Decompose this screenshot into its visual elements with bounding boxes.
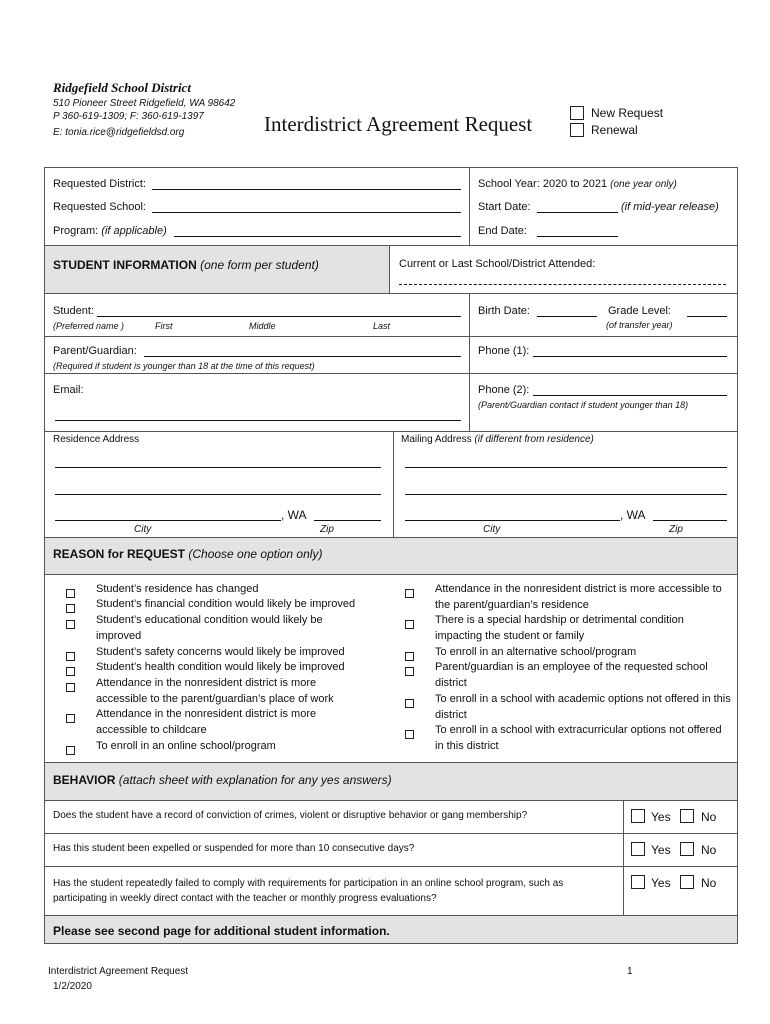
mailing-city-field[interactable] — [405, 520, 620, 521]
reason-left-item: Student’s educational condition would likely be improved — [96, 614, 323, 642]
reason-left-item: Attendance in the nonresident district is more accessible to childcare — [96, 708, 317, 736]
phone2-label: Phone (2): — [478, 384, 530, 396]
requested-school-label: Requested School: — [53, 201, 146, 213]
email-label: Email: — [53, 384, 84, 396]
new-request-label: New Request — [591, 106, 664, 120]
behavior-question-3: Has the student repeatedly failed to comply with requirements for participation in an online school program, such as participating in weekly direct contact with the teacher or monthly progress evaluations? — [53, 878, 564, 904]
reason-left-checkbox[interactable] — [66, 710, 75, 728]
question-2-yes-checkbox[interactable] — [631, 842, 645, 856]
reason-left-item: To enroll in an online school/program — [96, 740, 276, 752]
start-date-note: (if mid-year release) — [621, 201, 719, 213]
phone1-label: Phone (1): — [478, 345, 530, 357]
school-year-label: School Year: 2020 to 2021 (one year only) — [478, 178, 677, 190]
birth-date-field[interactable] — [537, 316, 597, 317]
question-3-yes-checkbox[interactable] — [631, 875, 645, 889]
footer-title: Interdistrict Agreement Request — [48, 966, 189, 977]
parent-label: Parent/Guardian: — [53, 345, 137, 357]
question-2-no-checkbox[interactable] — [680, 842, 694, 856]
end-date-label: End Date: — [478, 225, 527, 237]
question-1-no-label: No — [701, 810, 717, 824]
phone2-field[interactable] — [533, 395, 727, 396]
end-date-field[interactable] — [537, 236, 618, 237]
new-request-checkbox[interactable] — [570, 106, 584, 120]
program-field[interactable] — [174, 236, 461, 237]
phone1-field[interactable] — [533, 356, 727, 357]
mailing-address-label: Mailing Address (if different from residence) — [401, 434, 594, 445]
parent-field[interactable] — [144, 356, 461, 357]
question-3-no-label: No — [701, 876, 717, 890]
mailing-line-1[interactable] — [405, 467, 727, 468]
reason-right-item: To enroll in a school with academic options not offered in this district — [435, 693, 731, 721]
second-page-note: Please see second page for additional student information. — [53, 924, 390, 938]
parent-note: (Required if student is younger than 18 at the time of this request) — [53, 361, 315, 371]
reason-right-checkbox[interactable] — [405, 663, 414, 681]
behavior-question-1: Does the student have a record of conviction of crimes, violent or disruptive behavior or gang membership? — [53, 810, 528, 821]
residence-line-1[interactable] — [55, 467, 381, 468]
email-field[interactable] — [55, 420, 461, 421]
residence-address-label: Residence Address — [53, 434, 140, 445]
question-2-yes-label: Yes — [651, 843, 671, 857]
reason-left-item: Student’s safety concerns would likely be improved — [96, 646, 345, 658]
reason-right-checkbox[interactable] — [405, 585, 414, 603]
start-date-field[interactable] — [537, 212, 618, 213]
birth-date-label: Birth Date: — [478, 305, 530, 317]
student-info-heading: STUDENT INFORMATION (one form per student) — [53, 258, 319, 272]
student-label: Student: — [53, 305, 94, 317]
residence-zip-field[interactable] — [314, 520, 381, 521]
district-address: 510 Pioneer Street Ridgefield, WA 98642 — [53, 98, 236, 109]
reason-left-item: Student’s health condition would likely be improved — [96, 661, 345, 673]
mailing-zip-caption: Zip — [669, 524, 683, 535]
question-1-no-checkbox[interactable] — [680, 809, 694, 823]
current-school-label: Current or Last School/District Attended: — [399, 258, 596, 270]
residence-wa: , WA — [281, 508, 307, 522]
residence-line-2[interactable] — [55, 494, 381, 495]
reason-left-checkbox[interactable] — [66, 616, 75, 634]
student-name-field[interactable] — [97, 316, 461, 317]
start-date-label: Start Date: — [478, 201, 531, 213]
form-title: Interdistrict Agreement Request — [264, 112, 533, 136]
district-name: Ridgefield School District — [53, 80, 191, 95]
requested-district-field[interactable] — [152, 189, 461, 190]
question-1-yes-checkbox[interactable] — [631, 809, 645, 823]
requested-school-field[interactable] — [152, 212, 461, 213]
reason-left-item: Student’s residence has changed — [96, 583, 259, 595]
reason-left-item: Attendance in the nonresident district is more accessible to the parent/guardian’s place of work — [96, 677, 334, 705]
residence-city-field[interactable] — [55, 520, 281, 521]
renewal-label: Renewal — [591, 123, 638, 137]
behavior-heading: BEHAVIOR (attach sheet with explanation for any yes answers) — [53, 773, 392, 787]
reason-right-checkbox[interactable] — [405, 726, 414, 744]
current-school-field[interactable] — [399, 284, 726, 285]
grade-level-label: Grade Level: — [608, 305, 671, 317]
reason-left-item: Student’s financial condition would likely be improved — [96, 598, 356, 610]
behavior-question-2: Has this student been expelled or suspended for more than 10 consecutive days? — [53, 843, 415, 854]
grade-level-note: (of transfer year) — [606, 320, 673, 330]
middle-name-caption: Middle — [249, 321, 276, 331]
requested-district-label: Requested District: — [53, 178, 146, 190]
residence-zip-caption: Zip — [320, 524, 334, 535]
footer-date: 1/2/2020 — [53, 981, 92, 992]
reason-right-item: To enroll in an alternative school/program — [435, 646, 637, 658]
question-2-no-label: No — [701, 843, 717, 857]
first-name-caption: First — [155, 321, 173, 331]
reason-right-item: Attendance in the nonresident district is more accessible to the parent/guardian’s residence — [435, 583, 722, 611]
program-label: Program: (if applicable) — [53, 225, 167, 237]
last-name-caption: Last — [373, 321, 391, 331]
page-number: 1 — [627, 966, 633, 977]
reason-right-item: To enroll in a school with extracurricular options not offered in this district — [435, 724, 722, 752]
reason-heading: REASON for REQUEST (Choose one option only) — [53, 547, 323, 561]
phone2-note: (Parent/Guardian contact if student younger than 18) — [478, 400, 689, 410]
question-3-yes-label: Yes — [651, 876, 671, 890]
mailing-city-caption: City — [483, 524, 501, 535]
grade-level-field[interactable] — [687, 316, 727, 317]
reason-right-item: There is a special hardship or detrimental condition impacting the student or family — [435, 614, 684, 642]
reason-right-checkbox[interactable] — [405, 695, 414, 713]
residence-city-caption: City — [134, 524, 152, 535]
mailing-wa: , WA — [620, 508, 646, 522]
district-email: E: tonia.rice@ridgefieldsd.org — [53, 127, 185, 138]
reason-left-checkbox[interactable] — [66, 679, 75, 697]
renewal-checkbox[interactable] — [570, 123, 584, 137]
reason-left-checkbox[interactable] — [66, 742, 75, 760]
preferred-name-caption: (Preferred name ) — [53, 321, 125, 331]
reason-right-item: Parent/guardian is an employee of the requested school district — [435, 661, 708, 689]
district-phone-fax: P 360-619-1309; F: 360-619-1397 — [53, 111, 204, 122]
reason-right-checkbox[interactable] — [405, 616, 414, 634]
mailing-line-2[interactable] — [405, 494, 727, 495]
mailing-zip-field[interactable] — [653, 520, 727, 521]
question-3-no-checkbox[interactable] — [680, 875, 694, 889]
question-1-yes-label: Yes — [651, 810, 671, 824]
